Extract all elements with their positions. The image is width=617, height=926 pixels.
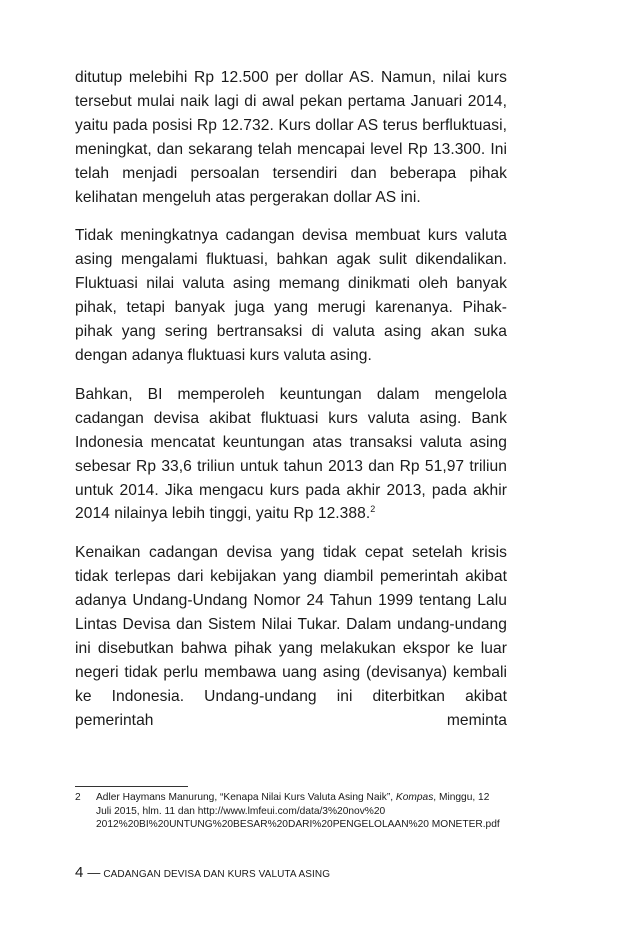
footnote-reference[interactable]: 2 (370, 504, 376, 515)
footnote (75, 791, 507, 832)
paragraph-2: Tidak meningkatnya cadangan devisa membuat kurs valuta asing mengalami fluktuasi, bahkan agak sulit dikendalikan. Fluktuasi nilai valuta asing memang dinikmati oleh banyak pihak, tetapi banyak juga yang merugi karenanya. Pihak-pihak yang sering bertransaksi di valuta asing akan suka dengan adanya fluktuasi kurs valuta asing. (75, 227, 507, 364)
running-footer (75, 864, 330, 881)
footnote-divider (75, 786, 188, 787)
footnote-source: Kompas (395, 792, 434, 803)
footer-book-title: CADANGAN DEVISA DAN KURS VALUTA ASING (103, 869, 331, 880)
paragraph-3-text: Bahkan, BI memperoleh keuntungan dalam mengelola cadangan devisa akibat fluktuasi kurs valuta asing. Bank Indonesia mencatat keuntungan atas transaksi valuta asing sebesar Rp 33,6 triliun untuk tahun 2013 dan Rp 51,97 triliun untuk 2014. Jika mengacu kurs pada akhir 2013, pada akhir 2014 nilainya lebih tinggi, yaitu Rp 12.388. (75, 385, 507, 523)
body-text (75, 66, 507, 733)
footnote-body (96, 791, 507, 832)
page-number: 4 (75, 864, 84, 881)
footnote-text-after: , Minggu, 12 Juli 2015, hlm. 11 dan http://www.lmfeui.com/data/3%20nov%20 2012%20BI%20UNTUNG%20BESAR%20DARI%20PENGELOLAAN%20 MONETER.pdf (96, 792, 500, 830)
footnote-number: 2 (75, 792, 81, 803)
paragraph-1: ditutup melebihi Rp 12.500 per dollar AS. Namun, nilai kurs tersebut mulai naik lagi di awal pekan pertama Januari 2014, yaitu pada posisi Rp 12.732. Kurs dollar AS terus berfluktuasi, meningkat, dan sekarang telah mencapai level Rp 13.300. Ini telah menjadi persoalan tersendiri dan beberapa pihak kelihatan mengeluh atas pergerakan dollar AS ini. (75, 69, 507, 206)
paragraph-4: Kenaikan cadangan devisa yang tidak cepat setelah krisis tidak terlepas dari kebijakan yang diambil pemerintah akibat adanya Undang-Undang Nomor 24 Tahun 1999 tentang Lalu Lintas Devisa dan Sistem Nilai Tukar. Dalam undang-undang ini disebutkan bahwa pihak yang melakukan ekspor ke luar negeri tidak perlu membawa uang asing (devisanya) kembali ke Indonesia. Undang-undang ini diterbitkan akibat pemerintah meminta (75, 544, 507, 729)
paragraph-3 (75, 383, 507, 526)
footnote-text-before: Adler Haymans Manurung, “Kenapa Nilai Kurs Valuta Asing Naik”, (96, 792, 396, 803)
footer-separator: — (87, 865, 101, 880)
